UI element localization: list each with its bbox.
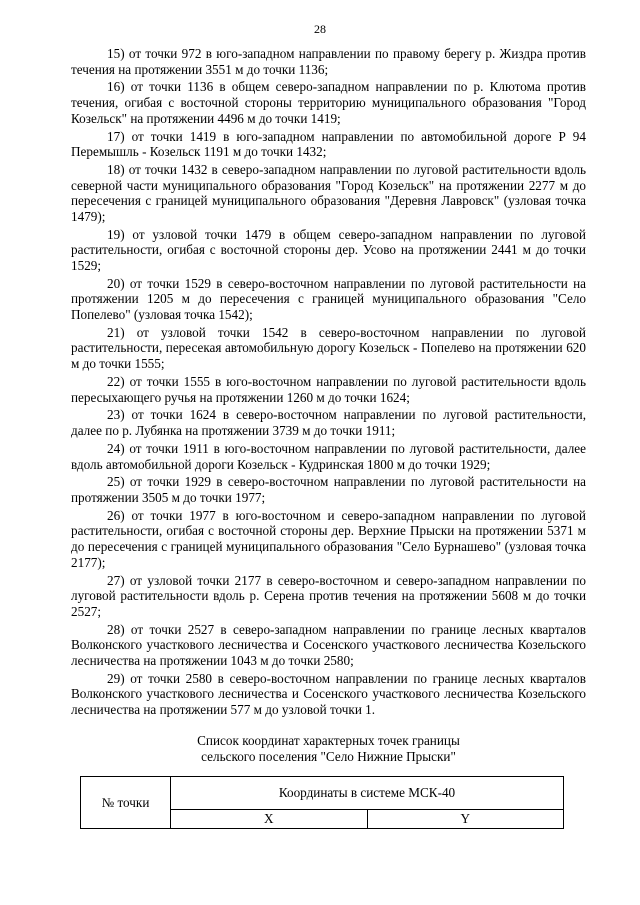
boundary-paragraph-20: 20) от точки 1529 в северо-восточном направлении по луговой растительности на протяжении 1205 м до пересечения с границей муниципального образования "Село Попелево" (узловая точка 1542); bbox=[71, 275, 586, 322]
boundary-paragraph-19: 19) от узловой точки 1479 в общем северо-западном направлении по луговой растительности, огибая с восточной стороны дер. Усово на протяжении 2441 м до точки 1529; bbox=[71, 226, 586, 273]
point-number-header: № точки bbox=[81, 777, 171, 829]
y-column-header: Y bbox=[367, 810, 564, 829]
table-header-row bbox=[81, 777, 564, 810]
coordinate-table bbox=[80, 776, 564, 829]
boundary-paragraph-29: 29) от точки 2580 в северо-восточном направлении по границе лесных кварталов Волконского участкового лесничества и Сосенского участкового лесничества Козельского лесничества на протяжении 577 м до узловой точки 1. bbox=[71, 670, 586, 717]
boundary-paragraph-16: 16) от точки 1136 в общем северо-западном направлении по р. Клютома против течения, огибая с восточной стороны территорию муниципального образования "Город Козельск" на протяжении 4496 м до точки 1419; bbox=[71, 79, 586, 126]
boundary-paragraph-27: 27) от узловой точки 2177 в северо-восточном и северо-западном направлении по луговой растительности вдоль р. Серена против течения на протяжении 5608 м до точки 2527; bbox=[71, 572, 586, 619]
x-column-header: X bbox=[171, 810, 368, 829]
page-number: 28 bbox=[314, 22, 326, 36]
caption-line-1: Список координат характерных точек границы bbox=[197, 733, 460, 748]
boundary-paragraph-26: 26) от точки 1977 в юго-восточном и северо-западном направлении по луговой растительности, огибая с восточной стороны дер. Верхние Прыски на протяжении 5371 м до пересечения с границей муниципального образования "Село Бурнашево" (узловая точка 2177); bbox=[71, 507, 586, 570]
coordinate-list-caption bbox=[71, 733, 586, 764]
boundary-paragraph-25: 25) от точки 1929 в северо-восточном направлении по луговой растительности на протяжении 3505 м до точки 1977; bbox=[71, 474, 586, 505]
caption-line-2: сельского поселения "Село Нижние Прыски" bbox=[201, 748, 456, 764]
boundary-paragraph-18: 18) от точки 1432 в северо-западном направлении по луговой растительности вдоль северной части муниципального образования "Город Козельск" на протяжении 2277 м до пересечения с границей муниципального образования "Деревня Лавровск" (узловая точка 1479); bbox=[71, 162, 586, 224]
boundary-paragraph-24: 24) от точки 1911 в юго-восточном направлении по луговой растительности, далее вдоль автомобильной дороги Козельск - Кудринская 1800 м до точки 1929; bbox=[71, 440, 586, 472]
boundary-description bbox=[71, 46, 586, 720]
boundary-paragraph-21: 21) от узловой точки 1542 в северо-восточном направлении по луговой растительности, пересекая автомобильную дорогу Козельск - Попелево на протяжении 620 м до точки 1555; bbox=[71, 324, 586, 372]
coordinates-header: Координаты в системе МСК-40 bbox=[171, 777, 564, 810]
boundary-paragraph-22: 22) от точки 1555 в юго-восточном направлении по луговой растительности вдоль пересыхающего ручья на протяжении 1260 м до точки 1624; bbox=[71, 373, 586, 405]
boundary-paragraph-28: 28) от точки 2527 в северо-западном направлении по границе лесных кварталов Волконского участкового лесничества и Сосенского участкового лесничества Козельского лесничества на протяжении 1043 м до точки 2580; bbox=[71, 621, 586, 668]
boundary-paragraph-17: 17) от точки 1419 в юго-западном направлении по автомобильной дороге Р 94 Перемышль - Козельск 1191 м до точки 1432; bbox=[71, 128, 586, 160]
boundary-paragraph-15: 15) от точки 972 в юго-западном направлении по правому берегу р. Жиздра против течения на протяжении 3551 м до точки 1136; bbox=[71, 46, 586, 77]
boundary-paragraph-23: 23) от точки 1624 в северо-восточном направлении по луговой растительности, далее по р. Лубянка на протяжении 3739 м до точки 1911; bbox=[71, 407, 586, 439]
